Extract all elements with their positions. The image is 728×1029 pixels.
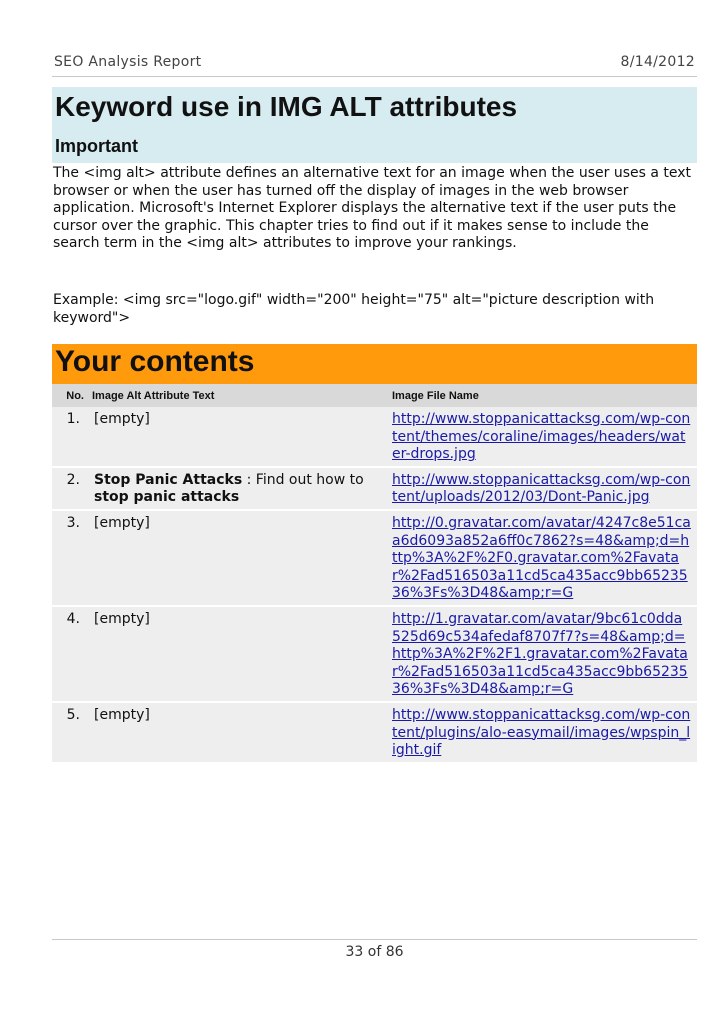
image-url-link[interactable]: http://www.stoppanicattacksg.com/wp-content/themes/coraline/images/headers/water-drops.jpg: [392, 411, 691, 463]
file-name-cell: [388, 510, 697, 606]
file-name-cell: [388, 702, 697, 763]
report-date: 8/14/2012: [620, 54, 695, 70]
table-row: [52, 467, 697, 510]
table-row: [52, 702, 697, 763]
table-row: [52, 407, 697, 467]
alt-text-fragment: : Find out how to: [242, 471, 364, 488]
section-description: The <img alt> attribute defines an alternative text for an image when the user uses a text browser or when the user has turned off the display of images in the web browser application. Microsoft's Internet Explorer displays the alternative text if the user puts the cursor over the graphic. This chapter tries to find out if it makes sense to include the search term in the <img alt> attributes to improve your rankings.: [53, 165, 692, 252]
image-url-link[interactable]: http://www.stoppanicattacksg.com/wp-content/uploads/2012/03/Dont-Panic.jpg: [392, 471, 691, 506]
column-header-no: No.: [52, 384, 88, 407]
alt-text-cell: [88, 467, 388, 510]
image-url-link[interactable]: http://www.stoppanicattacksg.com/wp-content/plugins/alo-easymail/images/wpspin_light.gif: [392, 706, 691, 759]
results-table: [52, 384, 697, 764]
page-header: [52, 52, 697, 77]
image-url-link[interactable]: http://1.gravatar.com/avatar/9bc61c0dda525d69c534afedaf8707f7?s=48&amp;d=http%3A%2F%2F1.gravatar.com%2Favatar%2Fad516503a11cd5ca435acc9bb6523536%3Fs%3D48&amp;r=G: [392, 610, 688, 698]
page-number: 33 of 86: [345, 944, 404, 960]
alt-text-cell: [empty]: [88, 606, 388, 702]
row-number: 3.: [52, 510, 88, 606]
section-banner: [52, 87, 697, 163]
row-number: 5.: [52, 702, 88, 763]
table-row: [52, 606, 697, 702]
row-number: 2.: [52, 467, 88, 510]
file-name-cell: [388, 467, 697, 510]
image-url-link[interactable]: http://0.gravatar.com/avatar/4247c8e51caa6d6093a852a6ff0c7862?s=48&amp;d=http%3A%2F%2F0.gravatar.com%2Favatar%2Fad516503a11cd5ca435acc9bb6523536%3Fs%3D48&amp;r=G: [392, 514, 691, 602]
alt-text-cell: [empty]: [88, 510, 388, 606]
section-importance-label: Important: [55, 136, 138, 156]
column-header-file-name: Image File Name: [388, 384, 697, 407]
alt-text-cell: [empty]: [88, 702, 388, 763]
file-name-cell: [388, 407, 697, 467]
column-header-alt-text: Image Alt Attribute Text: [88, 384, 388, 407]
report-title: SEO Analysis Report: [54, 54, 202, 70]
section-title: Keyword use in IMG ALT attributes: [55, 91, 518, 122]
alt-text-cell: [empty]: [88, 407, 388, 467]
contents-banner: [52, 344, 697, 384]
contents-title: Your contents: [55, 345, 255, 378]
alt-keyword-term: stop panic attacks: [94, 489, 240, 506]
row-number: 4.: [52, 606, 88, 702]
table-header-row: [52, 384, 697, 407]
file-name-cell: [388, 606, 697, 702]
alt-keyword-term: Stop Panic Attacks: [94, 471, 243, 488]
table-row: [52, 510, 697, 606]
section-example: Example: <img src="logo.gif" width="200" height="75" alt="picture description with keyword">: [53, 292, 655, 326]
row-number: 1.: [52, 407, 88, 467]
page-footer: [52, 939, 697, 970]
